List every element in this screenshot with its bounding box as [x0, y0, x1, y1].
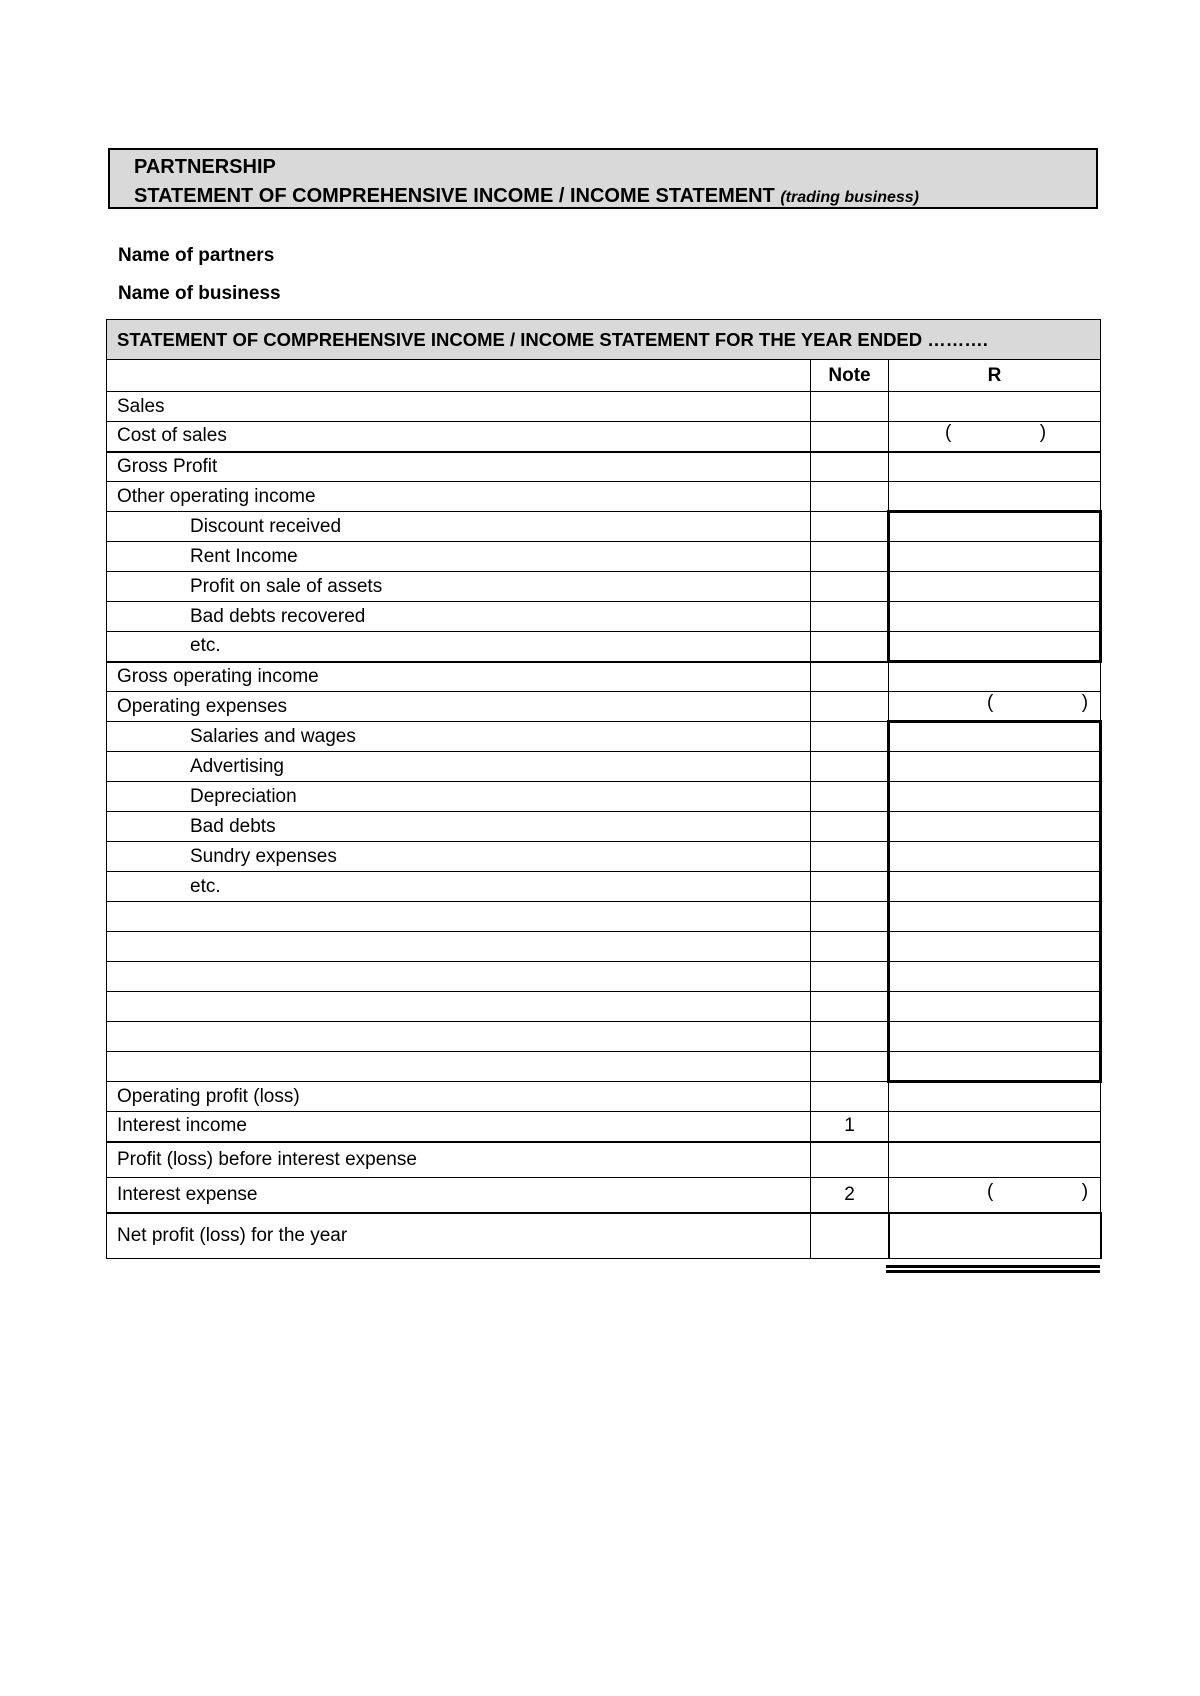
- amount-cell[interactable]: [889, 542, 1101, 572]
- note-cell[interactable]: [811, 842, 889, 872]
- row-label-advertising: Advertising: [107, 752, 811, 782]
- table-row: [107, 752, 1101, 782]
- business-name-label: Name of business: [118, 283, 281, 304]
- amount-cell[interactable]: [889, 662, 1101, 692]
- row-label-bad-debts-recovered: Bad debts recovered: [107, 602, 811, 632]
- amount-cell[interactable]: [889, 1178, 1101, 1213]
- row-label-interest-expense: Interest expense: [107, 1178, 811, 1213]
- table-row: [107, 872, 1101, 902]
- table-row-blank: [107, 1022, 1101, 1052]
- amount-cell[interactable]: [889, 632, 1101, 662]
- table-row-blank: [107, 992, 1101, 1022]
- row-label-discount-received: Discount received: [107, 512, 811, 542]
- row-label-operating-profit: Operating profit (loss): [107, 1082, 811, 1112]
- document-title-box: [108, 148, 1098, 209]
- note-cell[interactable]: [811, 812, 889, 842]
- amount-cell[interactable]: [889, 752, 1101, 782]
- table-row: [107, 482, 1101, 512]
- note-cell[interactable]: [811, 722, 889, 752]
- row-label-other-operating-income: Other operating income: [107, 482, 811, 512]
- open-parenthesis: (: [987, 1180, 994, 1202]
- row-label-depreciation: Depreciation: [107, 782, 811, 812]
- label-cell[interactable]: [107, 962, 811, 992]
- table-row: [107, 512, 1101, 542]
- note-cell[interactable]: [811, 902, 889, 932]
- table-title-row: [107, 320, 1101, 360]
- column-header-amount: R: [889, 360, 1101, 392]
- row-label-profit-before-interest: Profit (loss) before interest expense: [107, 1142, 811, 1178]
- amount-cell[interactable]: [889, 572, 1101, 602]
- amount-cell[interactable]: [889, 812, 1101, 842]
- column-header-description: [107, 360, 811, 392]
- partners-name-label: Name of partners: [118, 245, 275, 266]
- note-cell[interactable]: [811, 422, 889, 452]
- close-parenthesis: ): [1081, 1180, 1089, 1202]
- table-title: STATEMENT OF COMPREHENSIVE INCOME / INCOME STATEMENT FOR THE YEAR ENDED ……….: [107, 320, 1101, 360]
- amount-cell[interactable]: [889, 392, 1101, 422]
- note-cell[interactable]: [811, 1142, 889, 1178]
- note-cell[interactable]: [811, 542, 889, 572]
- table-row: [107, 422, 1101, 452]
- table-row: [107, 1142, 1101, 1178]
- table-row: [107, 722, 1101, 752]
- note-cell[interactable]: [811, 1213, 889, 1259]
- note-cell[interactable]: [811, 572, 889, 602]
- table-row: [107, 452, 1101, 482]
- row-label-salaries-wages: Salaries and wages: [107, 722, 811, 752]
- table-row-blank: [107, 902, 1101, 932]
- label-cell[interactable]: [107, 1022, 811, 1052]
- table-row: [107, 602, 1101, 632]
- table-row: [107, 572, 1101, 602]
- note-reference: 2: [811, 1178, 889, 1213]
- table-row: [107, 632, 1101, 662]
- table-row-blank: [107, 1052, 1101, 1082]
- table-row: [107, 662, 1101, 692]
- table-row: [107, 1178, 1101, 1213]
- amount-cell[interactable]: [889, 782, 1101, 812]
- note-cell[interactable]: [811, 392, 889, 422]
- net-profit-double-underline: [886, 1265, 1100, 1273]
- note-cell[interactable]: [811, 752, 889, 782]
- table-row: [107, 842, 1101, 872]
- row-label-gross-profit: Gross Profit: [107, 452, 811, 482]
- amount-cell[interactable]: [889, 932, 1101, 962]
- note-cell[interactable]: [811, 1052, 889, 1082]
- label-cell[interactable]: [107, 902, 811, 932]
- table-row: [107, 782, 1101, 812]
- amount-cell[interactable]: [889, 1082, 1101, 1112]
- note-cell[interactable]: [811, 1082, 889, 1112]
- table-row-blank: [107, 932, 1101, 962]
- note-cell[interactable]: [811, 512, 889, 542]
- note-cell[interactable]: [811, 872, 889, 902]
- amount-cell[interactable]: [889, 842, 1101, 872]
- note-cell[interactable]: [811, 1022, 889, 1052]
- table-row: [107, 542, 1101, 572]
- close-parenthesis: ): [1081, 692, 1089, 713]
- row-label-sundry-expenses: Sundry expenses: [107, 842, 811, 872]
- note-cell[interactable]: [811, 482, 889, 512]
- close-parenthesis: ): [1039, 422, 1047, 444]
- document-title-line1: PARTNERSHIP: [134, 156, 276, 178]
- amount-cell[interactable]: [889, 512, 1101, 542]
- note-cell[interactable]: [811, 992, 889, 1022]
- amount-cell[interactable]: [889, 692, 1101, 722]
- table-row-blank: [107, 962, 1101, 992]
- open-parenthesis: (: [945, 422, 952, 444]
- amount-cell[interactable]: [889, 1022, 1101, 1052]
- table-row: [107, 1213, 1101, 1259]
- row-label-net-profit: Net profit (loss) for the year: [107, 1213, 811, 1259]
- row-label-etc: etc.: [107, 632, 811, 662]
- income-statement-table: [106, 319, 1102, 1259]
- column-header-row: [107, 360, 1101, 392]
- amount-cell[interactable]: [889, 602, 1101, 632]
- label-cell[interactable]: [107, 1052, 811, 1082]
- amount-cell[interactable]: [889, 902, 1101, 932]
- table-row: [107, 1112, 1101, 1142]
- amount-cell[interactable]: [889, 1213, 1101, 1259]
- table-row: [107, 1082, 1101, 1112]
- open-parenthesis: (: [987, 692, 994, 713]
- note-cell[interactable]: [811, 782, 889, 812]
- row-label-profit-on-sale: Profit on sale of assets: [107, 572, 811, 602]
- note-cell[interactable]: [811, 602, 889, 632]
- table-row: [107, 392, 1101, 422]
- amount-cell[interactable]: [889, 482, 1101, 512]
- row-label-operating-expenses: Operating expenses: [107, 692, 811, 722]
- amount-cell[interactable]: [889, 1052, 1101, 1082]
- row-label-gross-operating-income: Gross operating income: [107, 662, 811, 692]
- note-cell[interactable]: [811, 692, 889, 722]
- amount-cell[interactable]: [889, 1112, 1101, 1142]
- table-row: [107, 812, 1101, 842]
- note-cell[interactable]: [811, 452, 889, 482]
- row-label-rent-income: Rent Income: [107, 542, 811, 572]
- amount-cell[interactable]: [889, 422, 1101, 452]
- table-row: [107, 692, 1101, 722]
- amount-cell[interactable]: [889, 452, 1101, 482]
- amount-cell[interactable]: [889, 962, 1101, 992]
- note-cell[interactable]: [811, 632, 889, 662]
- row-label-sales: Sales: [107, 392, 811, 422]
- document-title-line2: [134, 182, 1096, 212]
- note-cell[interactable]: [811, 932, 889, 962]
- label-cell[interactable]: [107, 992, 811, 1022]
- document-title-qualifier: (trading business): [780, 189, 920, 206]
- note-cell[interactable]: [811, 662, 889, 692]
- document-title-text: STATEMENT OF COMPREHENSIVE INCOME / INCOME STATEMENT: [134, 185, 775, 207]
- amount-cell[interactable]: [889, 722, 1101, 752]
- amount-cell[interactable]: [889, 1142, 1101, 1178]
- amount-cell[interactable]: [889, 992, 1101, 1022]
- note-cell[interactable]: [811, 962, 889, 992]
- amount-cell[interactable]: [889, 872, 1101, 902]
- label-cell[interactable]: [107, 932, 811, 962]
- row-label-bad-debts: Bad debts: [107, 812, 811, 842]
- column-header-note: Note: [811, 360, 889, 392]
- row-label-interest-income: Interest income: [107, 1112, 811, 1142]
- row-label-cost-of-sales: Cost of sales: [107, 422, 811, 452]
- note-reference: 1: [811, 1112, 889, 1142]
- row-label-etc: etc.: [107, 872, 811, 902]
